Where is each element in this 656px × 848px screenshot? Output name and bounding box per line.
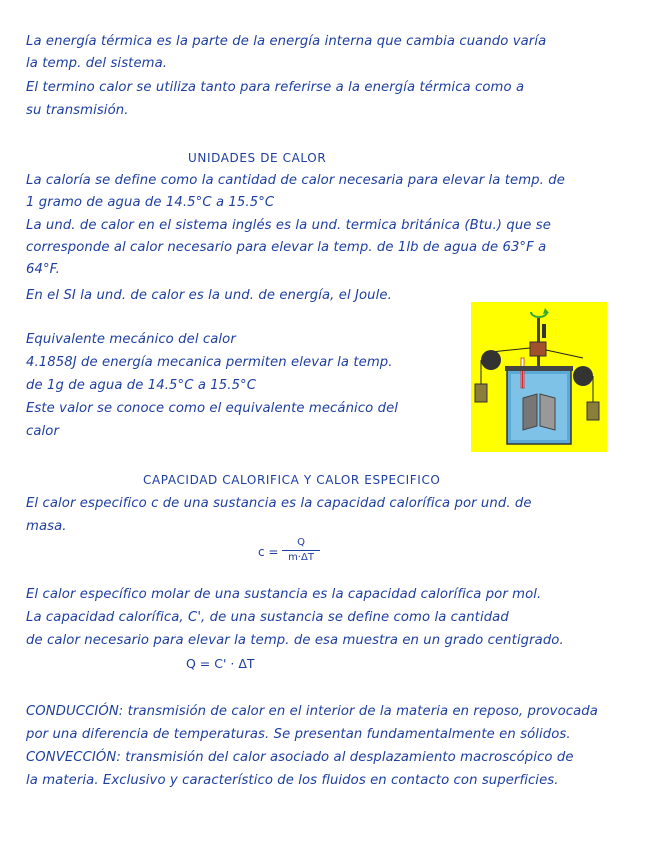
specific-line-5: de calor necesario para elevar la temp. de esa muestra en un grado centigrado. <box>26 633 564 648</box>
spindle <box>530 342 546 356</box>
paddle-right <box>540 394 555 430</box>
paddle-left <box>523 394 537 430</box>
right-weight <box>587 402 599 420</box>
equivalent-line-1: 4.1858J de energía mecanica permiten elevar la temp. <box>26 355 393 370</box>
specific-line-1: El calor especifico c de una sustancia es la capacidad calorífica por und. de <box>26 496 532 511</box>
specific-line-3: El calor específico molar de una sustancia es la capacidad calorífica por mol. <box>26 587 542 602</box>
equivalent-title: Equivalente mecánico del calor <box>26 332 236 347</box>
container-lid <box>505 366 573 371</box>
formula-denominator: m·ΔT <box>288 552 314 563</box>
left-weight <box>475 384 487 402</box>
units-line-3: La und. de calor en el sistema inglés es la und. termica británica (Btu.) que se <box>26 218 551 233</box>
water <box>511 374 567 440</box>
intro-line-3: El termino calor se utiliza tanto para referirse a la energía térmica como a <box>26 80 525 95</box>
intro-line-2: la temp. del sistema. <box>26 56 168 71</box>
joule-apparatus-figure <box>471 302 607 452</box>
equivalent-line-3: Este valor se conoce como el equivalente mecánico del <box>26 401 399 416</box>
fraction-bar <box>282 550 320 551</box>
formula-numerator: Q <box>297 537 305 548</box>
specific-line-2: masa. <box>26 519 67 534</box>
units-line-2: 1 gramo de agua de 14.5°C a 15.5°C <box>26 195 275 210</box>
right-pulley <box>573 366 593 386</box>
conduction-line-2: por una diferencia de temperaturas. Se presentan fundamentalmente en sólidos. <box>26 727 571 742</box>
intro-line-1: La energía térmica es la parte de la energía interna que cambia cuando varía <box>26 34 547 49</box>
formula-lhs: c = <box>258 545 279 559</box>
specific-line-4: La capacidad calorífica, C', de una sustancia se define como la cantidad <box>26 610 509 625</box>
equivalent-line-4: calor <box>26 424 59 439</box>
conduction-line-1: CONDUCCIÓN: transmisión de calor en el interior de la materia en reposo, provocada <box>26 704 598 719</box>
units-line-5: 64°F. <box>26 262 60 277</box>
intro-line-4: su transmisión. <box>26 103 129 118</box>
equivalent-line-2: de 1g de agua de 14.5°C a 15.5°C <box>26 378 257 393</box>
units-line-6: En el SI la und. de calor es la und. de energía, el Joule. <box>26 288 392 303</box>
left-pulley <box>481 350 501 370</box>
specific-title: CAPACIDAD CALORIFICA Y CALOR ESPECIFICO <box>143 473 441 487</box>
handle <box>542 324 546 338</box>
units-line-4: corresponde al calor necesario para elevar la temp. de 1lb de agua de 63°F a <box>26 240 547 255</box>
convection-line-2: la materia. Exclusivo y característico de los fluidos en contacto con superficies. <box>26 773 559 788</box>
specific-heat-formula <box>258 537 328 569</box>
heat-capacity-formula: Q = C' · ΔT <box>186 656 255 671</box>
units-title: UNIDADES DE CALOR <box>188 151 327 165</box>
units-line-1: La caloría se define como la cantidad de calor necesaria para elevar la temp. de <box>26 173 565 188</box>
convection-line-1: CONVECCIÓN: transmisión del calor asociado al desplazamiento macroscópico de <box>26 750 574 765</box>
